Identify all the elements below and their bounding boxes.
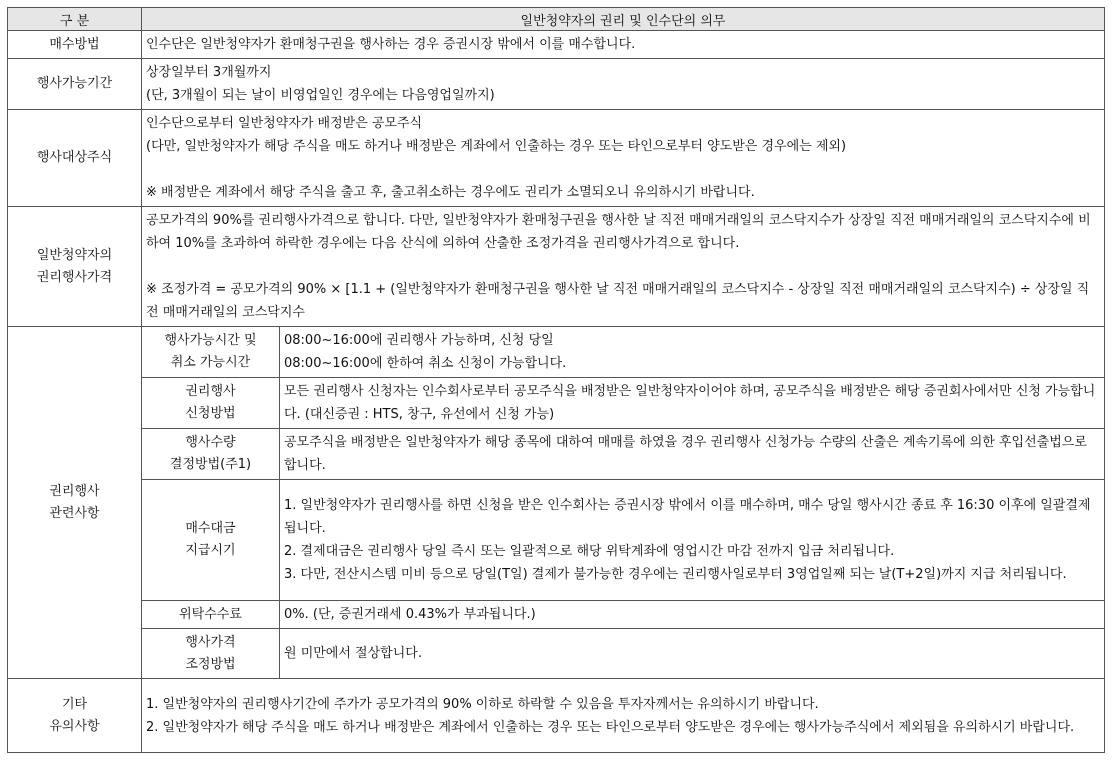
content-paragraph: 공모가격의 90%를 권리행사가격으로 합니다. 다만, 일반청약자가 환매청구권을 행사한 날 직전 매매거래일의 코스닥지수가 상장일 직전 매매거래일의 코스닥지수에 비하여 10%를 초과하여 하락한 경우에는 다음 산식에 의하여 산출한 조정가격을 권리행사가격으로 합니다. (146, 213, 1091, 251)
row-quantity-method (8, 429, 1105, 480)
content-item: 1. 일반청약자의 권리행사기간에 주가가 공모가격의 90% 이하로 하락할 수 있음을 투자자께서는 유의하시기 바랍니다. (146, 696, 819, 712)
sub-content (280, 601, 1105, 629)
row-label (8, 327, 142, 679)
row-hours (8, 327, 1105, 378)
label-line: 일반청약자의 (36, 247, 113, 263)
row-label (8, 679, 142, 753)
content-formula: ※ 조정가격 = 공모가격의 90% × [1.1 + (일반청약자가 환매청구권을 행사한 날 직전 매매거래일의 코스닥지수 - 상장일 직전 매매거래일의 코스닥지수) ÷ 상장일 직전 매매거래일의 코스닥지수 (146, 282, 1090, 320)
label-line: 조정방법 (185, 656, 236, 672)
row-content (142, 110, 1105, 207)
row-content (142, 59, 1105, 110)
sub-content (280, 378, 1105, 429)
label-line: 행사가격 (185, 634, 236, 650)
row-content (142, 679, 1105, 753)
header-category: 구 분 (8, 8, 142, 31)
sub-label (142, 429, 280, 480)
label-line: 권리행사가격 (36, 269, 113, 285)
content-line: (단, 3개월이 되는 날이 비영업일인 경우에는 다음영업일까지) (146, 88, 495, 103)
label-line: 권리행사 (49, 483, 100, 499)
content-item: 1. 일반청약자가 권리행사를 하면 신청을 받은 인수회사는 증권시장 밖에서 이를 매수하며, 매수 당일 행사시간 종료 후 16:30 이후에 일괄결제 됩니다. (284, 498, 1091, 536)
label-line: 매수대금 (185, 521, 236, 536)
label-line: 지급시기 (185, 543, 236, 558)
content-line: 상장일부터 3개월까지 (146, 65, 272, 80)
sub-label (142, 378, 280, 429)
label-line: 관련사항 (49, 505, 100, 521)
blank-line (146, 158, 1100, 181)
content-line: (다만, 일반청약자가 해당 주식을 매도 하거나 배정받은 계좌에서 인출하는 경우 또는 타인으로부터 양도받은 경우에는 제외) (146, 139, 847, 154)
row-label: 행사대상주식 (8, 110, 142, 207)
row-period (8, 59, 1105, 110)
sub-content (280, 327, 1105, 378)
label-line: 행사가능시간 및 (164, 333, 257, 348)
table-header-row (8, 8, 1105, 31)
content-paragraph: 모든 권리행사 신청자는 인수회사로부터 공모주식을 배정받은 일반청약자이어야 하며, 공모주식을 배정받은 해당 증권회사에서만 신청 가능합니다. (대신증권 : HTS, 창구, 유선에서 신청 가능) (284, 384, 1096, 422)
row-apply-method (8, 378, 1105, 429)
row-label: 행사가능기간 (8, 59, 142, 110)
sub-label (142, 480, 280, 601)
rights-obligations-table (7, 7, 1105, 753)
row-target (8, 110, 1105, 207)
sub-label: 위탁수수료 (142, 601, 280, 629)
sub-label (142, 327, 280, 378)
header-title: 일반청약자의 권리 및 인수단의 의무 (142, 8, 1105, 31)
content-note: ※ 배정받은 계좌에서 해당 주식을 출고 후, 출고취소하는 경우에도 권리가 소멸되오니 유의하시기 바랍니다. (146, 185, 755, 200)
label-line: 결정방법(주1) (169, 457, 252, 472)
row-payment-timing (8, 480, 1105, 601)
blank-line (146, 255, 1100, 278)
row-price-adjust (8, 629, 1105, 679)
label-line: 신청방법 (185, 406, 236, 421)
content-line: 인수단은 일반청약자가 환매청구권을 행사하는 경우 증권시장 밖에서 이를 매수합니다. (146, 37, 636, 52)
label-line: 권리행사 (185, 384, 236, 399)
content-line: 0%. (단, 증권거래세 0.43%가 부과됩니다.) (284, 607, 536, 622)
content-paragraph: 공모주식을 배정받은 일반청약자가 해당 종목에 대하여 매매를 하였을 경우 권리행사 신청가능 수량의 산출은 계속기록에 의한 후입선출법으로 합니다. (284, 435, 1087, 473)
sub-content (280, 429, 1105, 480)
row-content (142, 31, 1105, 59)
label-line: 취소 가능시간 (170, 355, 251, 370)
rights-table-wrapper (7, 7, 1104, 753)
content-line: 인수단으로부터 일반청약자가 배정받은 공모주식 (146, 116, 423, 131)
row-label: 매수방법 (8, 31, 142, 59)
content-line: 08:00~16:00에 권리행사 가능하며, 신청 당일 (284, 333, 554, 348)
sub-label (142, 629, 280, 679)
content-item: 3. 다만, 전산시스템 미비 등으로 당일(T일) 결제가 불가능한 경우에는 권리행사일로부터 3영업일째 되는 날(T+2일)까지 지급 처리됩니다. (284, 567, 1067, 582)
content-line: 08:00~16:00에 한하여 취소 신청이 가능합니다. (284, 356, 567, 371)
row-label (8, 207, 142, 327)
content-item: 2. 결제대금은 권리행사 당일 즉시 또는 일괄적으로 해당 위탁계좌에 영업시간 마감 전까지 입금 처리됩니다. (284, 544, 895, 559)
label-line: 유의사항 (49, 718, 100, 734)
row-content (142, 207, 1105, 327)
row-exercise-price (8, 207, 1105, 327)
sub-content (280, 629, 1105, 679)
row-buy-method (8, 31, 1105, 59)
row-notes (8, 679, 1105, 753)
row-commission (8, 601, 1105, 629)
label-line: 기타 (61, 696, 88, 712)
content-item: 2. 일반청약자가 해당 주식을 매도 하거나 배정받은 계좌에서 인출하는 경우 또는 타인으로부터 양도받은 경우에는 행사가능주식에서 제외됨을 유의하시기 바랍니다. (146, 719, 1075, 735)
label-line: 행사수량 (185, 435, 236, 450)
sub-content (280, 480, 1105, 601)
content-line: 원 미만에서 절상합니다. (284, 646, 422, 661)
